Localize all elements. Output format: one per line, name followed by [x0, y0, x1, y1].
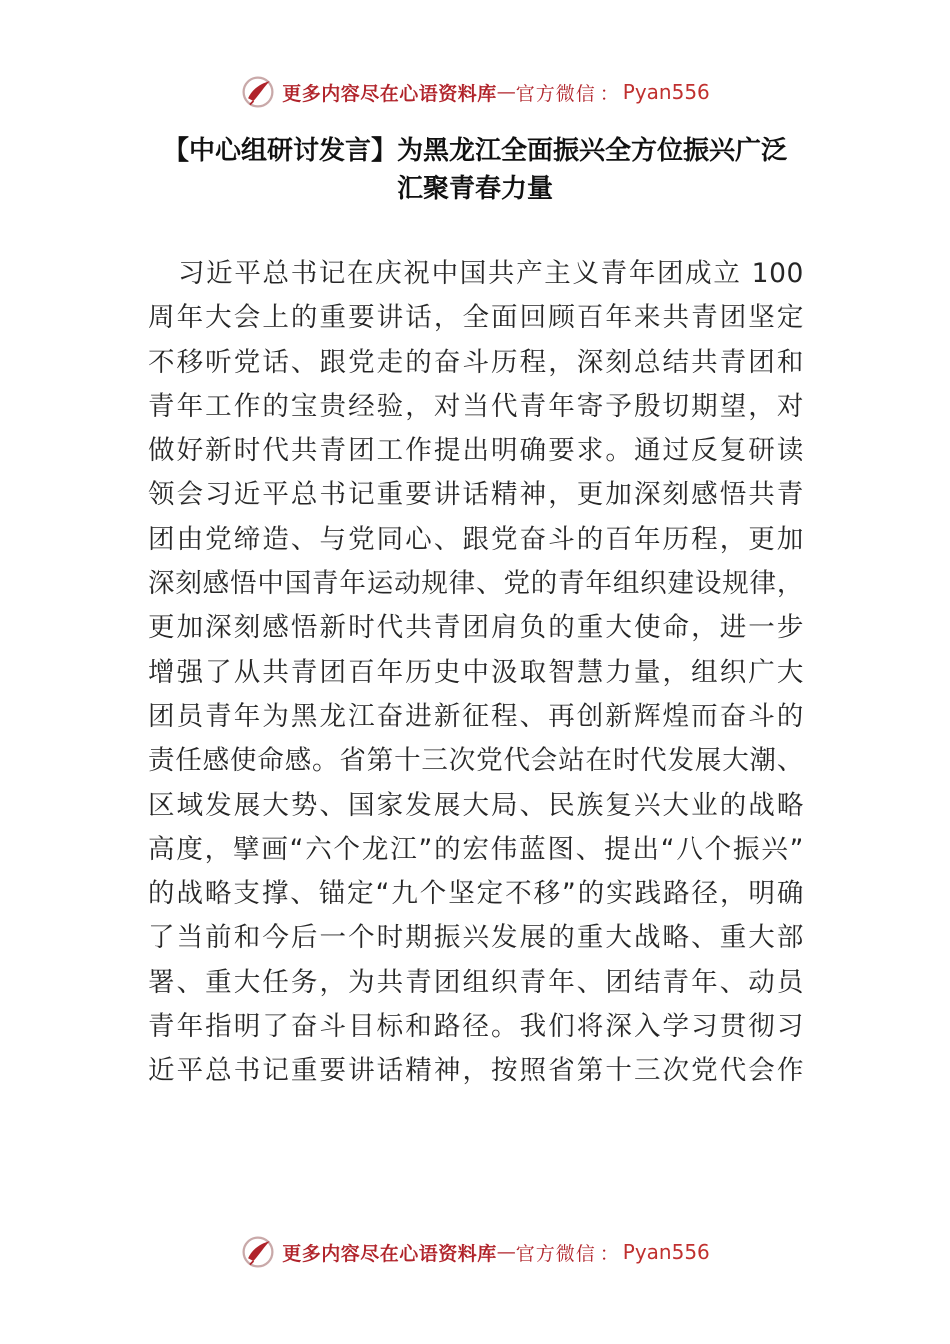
- body-line: 的战略支撑、锚定“九个坚定不移”的实践路径，明确: [148, 878, 804, 910]
- document-title: [110, 132, 840, 208]
- body-line: 周年大会上的重要讲话，全面回顾百年来共青团坚定: [148, 302, 804, 334]
- body-line: 团员青年为黑龙江奋进新征程、再创新辉煌而奋斗的: [148, 700, 804, 732]
- body-line: 近平总书记重要讲话精神，按照省第十三次党代会作: [148, 1055, 804, 1087]
- banner-wechat-id: Pyan556: [622, 1240, 710, 1264]
- document-body: [148, 252, 804, 1094]
- body-line: 做好新时代共青团工作提出明确要求。通过反复研读: [148, 435, 804, 467]
- pen-nib-logo-icon: [240, 1234, 276, 1270]
- banner-colon: ：: [599, 1242, 619, 1265]
- banner-site-text: 更多内容尽在心语资料库: [282, 82, 497, 105]
- body-line: 增强了从共青团百年历史中汲取智慧力量，组织广大: [148, 656, 804, 688]
- body-line: 青年指明了奋斗目标和路径。我们将深入学习贯彻习: [148, 1011, 804, 1043]
- banner-dash: —: [496, 81, 516, 103]
- body-line: 区域发展大势、国家发展大局、民族复兴大业的战略: [148, 789, 804, 821]
- body-line: 青年工作的宝贵经验，对当代青年寄予殷切期望，对: [148, 390, 804, 422]
- banner-colon: ：: [599, 82, 619, 105]
- banner-site-text: 更多内容尽在心语资料库: [282, 1242, 497, 1265]
- body-line: 不移听党话、跟党走的奋斗历程，深刻总结共青团和: [148, 346, 804, 378]
- banner-wechat-label: 官方微信: [515, 1242, 596, 1265]
- pen-nib-logo-icon: [240, 74, 276, 110]
- banner-wechat-id: Pyan556: [622, 80, 710, 104]
- title-line-2: 汇聚青春力量: [396, 174, 553, 204]
- title-line-1: 【中心组研讨发言】为黑龙江全面振兴全方位振兴广泛: [162, 136, 787, 166]
- body-line: 习近平总书记在庆祝中国共产主义青年团成立 100: [178, 258, 804, 289]
- body-line: 高度，擘画“六个龙江”的宏伟蓝图、提出“八个振兴”: [148, 833, 804, 865]
- body-line: 深刻感悟中国青年运动规律、党的青年组织建设规律，: [148, 568, 804, 600]
- body-line: 领会习近平总书记重要讲话精神，更加深刻感悟共青: [148, 479, 804, 511]
- banner-wechat-label: 官方微信: [515, 82, 596, 105]
- header-banner: [0, 72, 950, 112]
- footer-banner: [0, 1232, 950, 1272]
- body-line: 更加深刻感悟新时代共青团肩负的重大使命，进一步: [148, 612, 804, 644]
- body-line: 署、重大任务，为共青团组织青年、团结青年、动员: [148, 966, 804, 998]
- body-line: 责任感使命感。省第十三次党代会站在时代发展大潮、: [148, 745, 804, 777]
- banner-dash: —: [496, 1241, 516, 1263]
- body-line: 了当前和今后一个时期振兴发展的重大战略、重大部: [148, 922, 804, 954]
- body-line: 团由党缔造、与党同心、跟党奋斗的百年历程，更加: [148, 523, 804, 555]
